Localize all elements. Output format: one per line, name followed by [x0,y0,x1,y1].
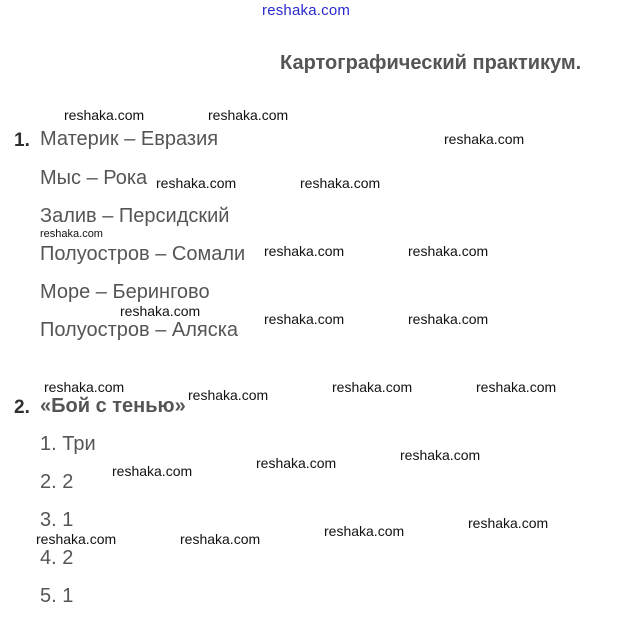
watermark: reshaka.com [300,175,381,191]
watermark: reshaka.com [468,515,549,531]
watermark: reshaka.com [400,447,481,463]
section-2-item: 1. Три [40,433,96,455]
section-1-item: Полуостров – Сомали [40,243,246,265]
watermark: reshaka.com [332,379,413,395]
watermark: reshaka.com [444,131,525,147]
watermark: reshaka.com [120,303,201,319]
watermark: reshaka.com [264,243,345,259]
watermark: reshaka.com [208,107,289,123]
section-2-title: «Бой с тенью» [40,395,186,417]
watermark: reshaka.com [156,175,237,191]
watermark: reshaka.com [180,531,261,547]
watermark: reshaka.com [112,463,193,479]
watermark: reshaka.com [408,311,489,327]
watermark: reshaka.com [188,387,269,403]
watermark: reshaka.com [36,531,117,547]
section-1-item: Полуостров – Аляска [40,319,239,341]
section-1-item: Море – Берингово [40,281,210,303]
watermark: reshaka.com [64,107,145,123]
watermark: reshaka.com [408,243,489,259]
section-1-item: Залив – Персидский [40,205,230,227]
section-2-number: 2. [14,397,30,418]
section-2-item: 3. 1 [40,509,74,531]
section-2-item: 5. 1 [40,585,74,607]
watermark: reshaka.com [476,379,557,395]
watermark: reshaka.com [264,311,345,327]
section-1-number: 1. [14,130,30,151]
section-2-item: 4. 2 [40,547,74,569]
section-1-item: Материк – Евразия [40,128,219,150]
section-1-item: Мыс – Рока [40,167,148,189]
site-logo[interactable]: reshaka.com [262,2,351,19]
section-2-item: 2. 2 [40,471,74,493]
page-title: Картографический практикум. [280,52,582,74]
watermark: reshaka.com [40,228,103,240]
watermark: reshaka.com [256,455,337,471]
watermark: reshaka.com [324,523,405,539]
watermark: reshaka.com [44,379,125,395]
